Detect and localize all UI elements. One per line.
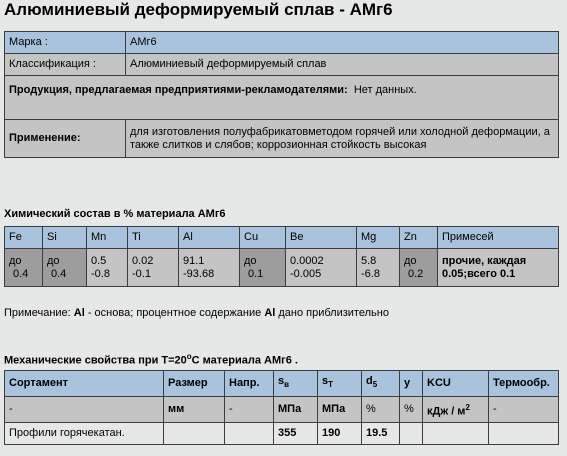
mech-table: [4, 370, 559, 445]
mech-cell-st: 190: [318, 423, 362, 445]
mech-header-napr: Напр.: [225, 371, 274, 397]
chem-value-ti: 0.02 -0.1: [128, 249, 179, 287]
chem-value-mn: 0.5 -0.8: [87, 249, 128, 287]
mech-header-razmer: Размер: [164, 371, 225, 397]
mech-cell-d: 19.5: [362, 423, 400, 445]
chem-value-be: 0.0002 -0.005: [286, 249, 357, 287]
chem-header-ti: Ti: [128, 227, 179, 249]
mech-header-row: [5, 371, 559, 397]
chem-table: [4, 226, 559, 287]
mech-unit-napr: -: [225, 397, 274, 423]
info-row-production: [5, 76, 559, 120]
chem-header-be: Be: [286, 227, 357, 249]
mech-cell-razmer: [164, 423, 225, 445]
mech-header-kcu: KCU: [423, 371, 489, 397]
chem-header-row: [5, 227, 559, 249]
mech-cell-term: [489, 423, 559, 445]
mech-cell-y: [400, 423, 423, 445]
class-label: Классификация :: [5, 54, 126, 76]
mech-unit-kcu: кДж / $м^2$: [423, 397, 489, 423]
chem-header-zn: Zn: [400, 227, 438, 249]
chem-value-al: 91.1 -93.68: [179, 249, 240, 287]
production-label: Продукция, предлагаемая предприятиями-рекламодателями:: [9, 84, 348, 96]
mech-cell-kcu: [423, 423, 489, 445]
info-row-marka: [5, 32, 559, 54]
mech-header-y: y: [400, 371, 423, 397]
mech-unit-d: %: [362, 397, 400, 423]
mech-cell-napr: [225, 423, 274, 445]
mech-data-row: [5, 423, 559, 445]
mech-unit-st: МПа: [318, 397, 362, 423]
mech-unit-term: -: [489, 397, 559, 423]
chem-header-other: Примесей: [438, 227, 559, 249]
mech-unit-razmer: мм: [164, 397, 225, 423]
marka-value: АМг6: [126, 32, 559, 54]
chem-value-cu: до 0.1: [240, 249, 286, 287]
mech-cell-sortament: Профили горячекатан.: [5, 423, 164, 445]
chem-value-si: до 0.4: [43, 249, 87, 287]
info-row-class: [5, 54, 559, 76]
chem-header-fe: Fe: [5, 227, 43, 249]
use-label: Применение:: [5, 120, 126, 158]
class-value: Алюминиевый деформируемый сплав: [126, 54, 559, 76]
chem-header-cu: Cu: [240, 227, 286, 249]
chem-value-row: [5, 249, 559, 287]
production-cell: [5, 76, 559, 120]
chem-title: Химический состав в % материала АМг6: [4, 208, 226, 220]
chem-header-si: Si: [43, 227, 87, 249]
info-table: [4, 31, 559, 158]
chem-value-mg: 5.8 -6.8: [357, 249, 400, 287]
chem-note: Примечание: Al - основа; процентное содержание Al дано приблизительно: [4, 307, 389, 319]
mech-unit-s: МПа: [274, 397, 318, 423]
use-value: для изготовления полуфабрикатовметодом горячей или холодной деформации, а также слитков и слябов; коррозионная стойкость высокая: [126, 120, 559, 158]
mech-title: Механические свойства при $Т=20^oС$ материала АМг6 .: [4, 352, 298, 367]
page-title: Алюминиевый деформируемый сплав - АМг6: [4, 0, 393, 19]
production-value: Нет данных.: [353, 84, 417, 96]
mech-header-st: $s_T$: [318, 371, 362, 397]
chem-value-other: прочие, каждая 0.05;всего 0.1: [438, 249, 559, 287]
mech-header-s: $s_в$: [274, 371, 318, 397]
mech-header-sortament: Сортамент: [5, 371, 164, 397]
mech-header-d: $d_5$: [362, 371, 400, 397]
mech-unit-sortament: -: [5, 397, 164, 423]
marka-label: Марка :: [5, 32, 126, 54]
chem-header-mg: Mg: [357, 227, 400, 249]
mech-unit-y: %: [400, 397, 423, 423]
info-row-use: [5, 120, 559, 158]
mech-header-term: Термообр.: [489, 371, 559, 397]
chem-header-mn: Mn: [87, 227, 128, 249]
chem-header-al: Al: [179, 227, 240, 249]
mech-units-row: [5, 397, 559, 423]
chem-value-fe: до 0.4: [5, 249, 43, 287]
chem-value-zn: до 0.2: [400, 249, 438, 287]
mech-cell-s: 355: [274, 423, 318, 445]
